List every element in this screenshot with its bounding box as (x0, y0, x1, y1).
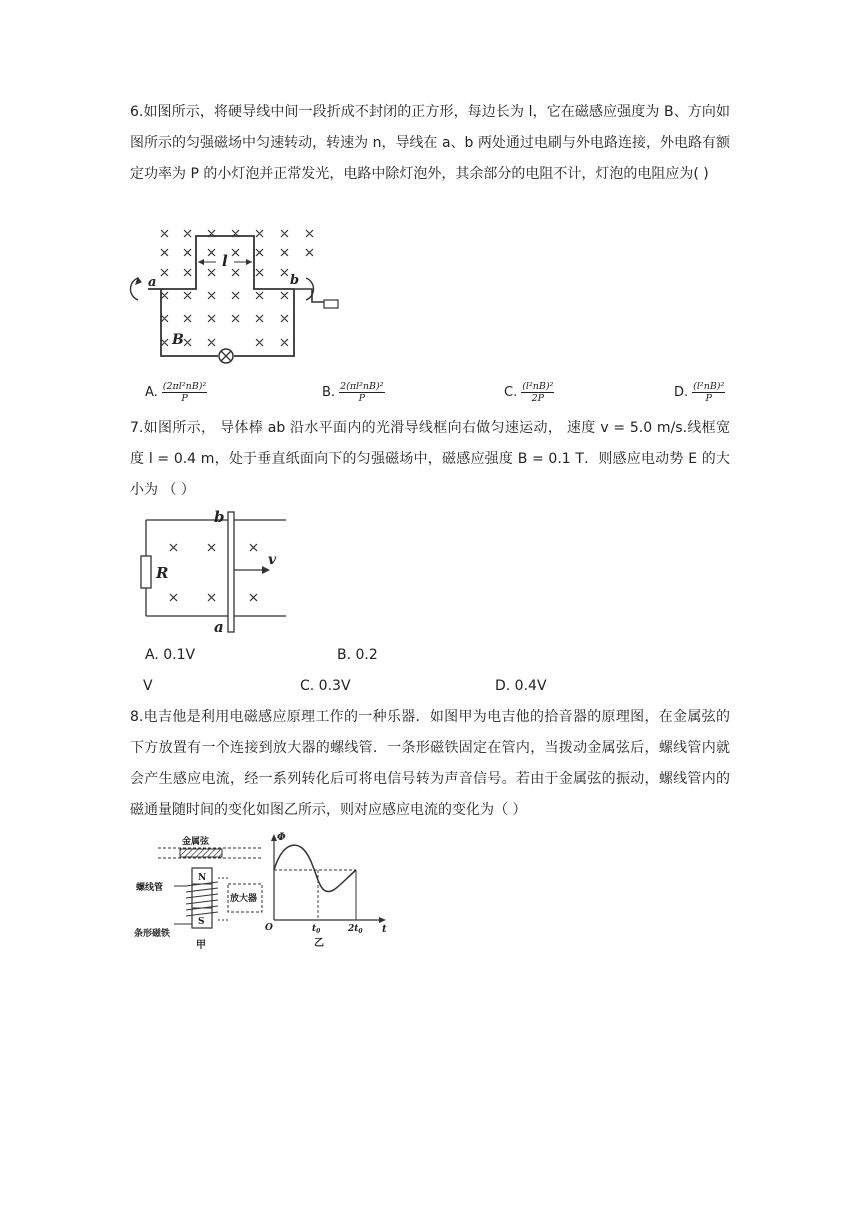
label-l: l (222, 252, 228, 270)
label-b: b (290, 273, 300, 288)
option-numerator: (l²nB)² (693, 381, 725, 392)
option-denominator: 2P (531, 393, 545, 404)
label-pole-n: N (198, 873, 207, 883)
q7-option-b-unit: V (143, 678, 153, 694)
option-letter: D. (674, 385, 689, 400)
tick-t0: $t_0$ (312, 924, 321, 935)
option-numerator: 2(πl²nB)² (340, 381, 384, 392)
figure-sliding-rod (140, 508, 292, 636)
q6-option-b[interactable] (322, 381, 385, 404)
label-v: v (268, 552, 277, 568)
axis-y-label: Φ (277, 832, 286, 843)
label-magnet: 条形磁铁 (134, 929, 171, 939)
option-denominator: P (358, 393, 365, 404)
q7-option-a[interactable]: A. 0.1V (145, 647, 196, 663)
label-R: R (156, 564, 169, 582)
option-numerator: (l²nB)² (522, 381, 554, 392)
label-B: B (172, 332, 184, 348)
q7-option-b[interactable]: B. 0.2 (337, 647, 378, 663)
question-6-text: 6.如图所示，将硬导线中间一段折成不封闭的正方形，每边长为 l，它在磁感应强度为 B、方向如图所示的匀强磁场中匀速转动，转速为 n，导线在 a、b 两处通过电刷与外电路连接，外电路有额定功率为 P 的小灯泡并正常发光，电路中除灯泡外，其余部分的电阻不计，灯泡的电阻应为( ) (130, 104, 730, 182)
label-a: a (214, 618, 224, 636)
q6-option-a[interactable] (145, 381, 207, 404)
label-b: b (214, 508, 225, 526)
option-letter: C. (504, 385, 518, 400)
figure-pickup-schematic (134, 828, 266, 952)
caption-jia: 甲 (196, 940, 206, 951)
origin-label: O (265, 923, 273, 933)
label-string: 金属弦 (182, 837, 210, 847)
q6-option-c[interactable] (504, 381, 554, 404)
q6-option-d[interactable] (674, 381, 725, 404)
label-pole-s: S (198, 917, 205, 927)
label-solenoid: 螺线管 (136, 883, 164, 893)
label-a: a (148, 275, 157, 290)
tick-2t0: $2t_0$ (348, 924, 363, 935)
q7-option-c[interactable]: C. 0.3V (300, 678, 351, 694)
figure-flux-graph (264, 828, 392, 952)
magnetic-field-crosses (161, 230, 313, 346)
axis-x-label: t (382, 924, 387, 935)
figure-rotating-loop (126, 222, 348, 364)
option-numerator: (2πl²nB)² (162, 381, 207, 392)
option-letter: A. (145, 385, 158, 400)
question-8-text: 8.电吉他是利用电磁感应原理工作的一种乐器．如图甲为电吉他的拾音器的原理图，在金属弦的下方放置有一个连接到放大器的螺线管．一条形磁铁固定在管内，当拨动金属弦后，螺线管内就会产生感应电流，经一系列转化后可将电信号转为声音信号。若由于金属弦的振动，螺线管内的磁通量随时间的变化如图乙所示，则对应感应电流的变化为（ ） (130, 709, 730, 818)
flux-curve (274, 845, 356, 891)
question-7-text: 7.如图所示， 导体棒 ab 沿水平面内的光滑导线框向右做匀速运动， 速度 v = 5.0 m/s.线框宽度 l = 0.4 m，处于垂直纸面向下的匀强磁场中，磁感应强度 B = 0.1 T．则感应电动势 E 的大小为 （ ） (130, 420, 730, 498)
q7-option-d[interactable]: D. 0.4V (495, 678, 547, 694)
caption-yi: 乙 (314, 938, 324, 949)
magnetic-field-crosses (170, 544, 257, 601)
option-denominator: P (181, 393, 188, 404)
label-amplifier: 放大器 (230, 894, 258, 904)
option-denominator: P (705, 393, 712, 404)
option-letter: B. (322, 385, 336, 400)
